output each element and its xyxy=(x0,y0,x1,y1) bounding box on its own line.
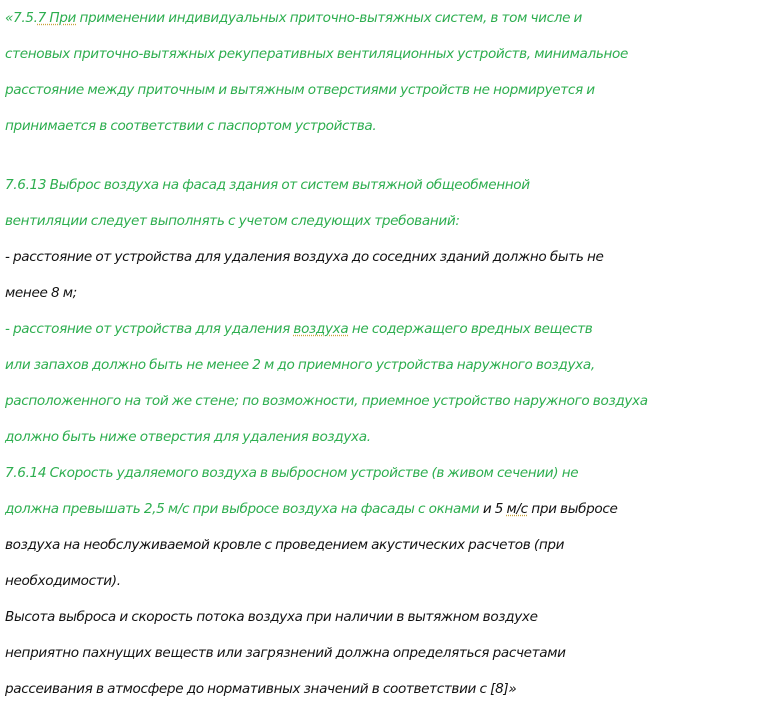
clause-7-6-13-line-5 xyxy=(5,320,592,338)
clause-7-6-13-line-8: должно быть ниже отверстия для удаления воздуха. xyxy=(5,429,371,445)
clause-7-6-13-line-3: - расстояние от устройства для удаления воздуха до соседних зданий должно быть не xyxy=(5,249,604,265)
clause-text: применении индивидуальных приточно-вытяжных систем, в том числе и xyxy=(76,10,583,26)
clause-7-6-13-line-6: или запахов должно быть не менее 2 м до приемного устройства наружного воздуха, xyxy=(5,357,595,373)
underlined-word: воздуха xyxy=(293,321,349,337)
clause-7-6-14-line-5: Высота выброса и скорость потока воздуха при наличии в вытяжном воздухе xyxy=(5,609,538,625)
clause-7-6-13-line-4: менее 8 м; xyxy=(5,285,77,301)
clause-7-5-7-line-1 xyxy=(5,9,582,27)
clause-7-6-14-line-7: рассеивания в атмосфере до нормативных значений в соответствии с [8]» xyxy=(5,681,517,697)
underlined-unit: м/с xyxy=(506,501,528,517)
clause-7-5-7-line-4: принимается в соответствии с паспортом устройства. xyxy=(5,118,377,134)
clause-7-6-14-line-2 xyxy=(5,500,618,518)
clause-text: - расстояние от устройства для удаления xyxy=(5,321,294,337)
clause-7-6-14-line-1: 7.6.14 Скорость удаляемого воздуха в выбросном устройстве (в живом сечении) не xyxy=(5,465,579,481)
clause-text: при выбросе xyxy=(527,501,618,517)
clause-7-6-14-line-4: необходимости). xyxy=(5,573,121,589)
clause-text: и 5 xyxy=(479,501,507,517)
clause-7-6-13-line-2: вентиляции следует выполнять с учетом следующих требований: xyxy=(5,213,460,229)
underlined-clause-fragment: 7 При xyxy=(37,10,76,26)
clause-number-prefix: «7.5. xyxy=(5,10,38,26)
clause-7-6-13-line-7: расположенного на той же стене; по возможности, приемное устройство наружного воздуха xyxy=(5,393,648,409)
clause-text: должна превышать 2,5 м/с при выбросе воздуха на фасады с окнами xyxy=(5,501,480,517)
clause-text: не содержащего вредных веществ xyxy=(348,321,593,337)
clause-7-6-13-line-1: 7.6.13 Выброс воздуха на фасад здания от систем вытяжной общеобменной xyxy=(5,177,530,193)
clause-7-5-7-line-3: расстояние между приточным и вытяжным отверстиями устройств не нормируется и xyxy=(5,82,595,98)
clause-7-6-14-line-3: воздуха на необслуживаемой кровле с проведением акустических расчетов (при xyxy=(5,537,565,553)
clause-7-6-14-line-6: неприятно пахнущих веществ или загрязнений должна определяться расчетами xyxy=(5,645,566,661)
clause-7-5-7-line-2: стеновых приточно-вытяжных рекуперативных вентиляционных устройств, минимальное xyxy=(5,46,629,62)
